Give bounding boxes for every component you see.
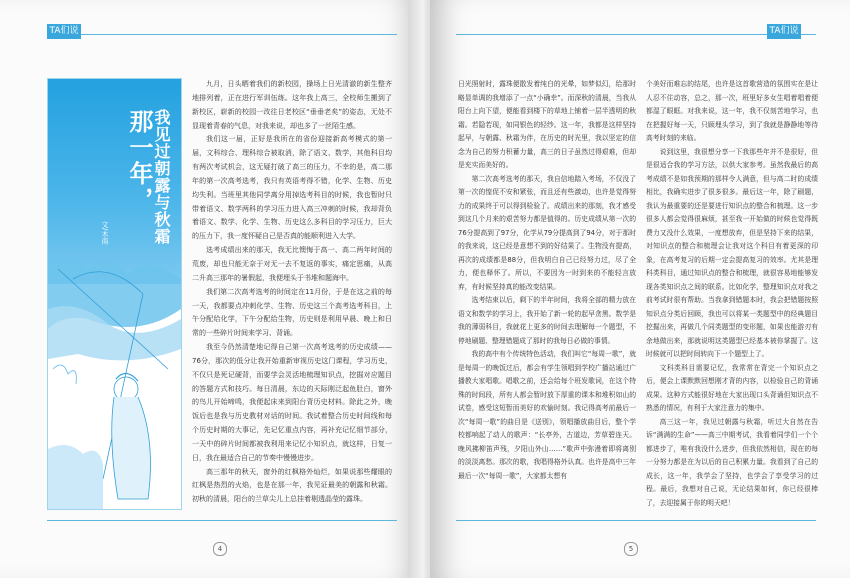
feature-author: 文/木南 [101,221,109,245]
feature-subtitle: 我见过朝露与秋霜 [152,109,171,245]
paragraph: 我至今仍然清楚地记得自己第一次高考选考的历史成绩——76分，那次的低分让我开始重新审视历史这门课程，学习历史，不仅只是死记硬背，而要学会灵活地梳理知识点，挖掘对应题目的答题方式和技巧。每日清晨，东边的天际刚泛起鱼肚白，窗外的鸟儿开始啼鸣，我便起床来到阳台背历史材料。除此之外，晚饭后也是我与历史教材对话的时间。我试着整合历史时间线和每个历史时期的大事记，先记忆重点内容，再补充记忆细节部分，一天中的碎片时间都被我利用来记忆小知识点，就这样，日复一日，我在最适合自己的节奏中慢慢进步。 [192,343,392,462]
left-page [0,0,420,578]
paragraph: 文科类科目需要记忆，我常常在背完一个知识点之后，便会上课默默回想刚才背的内容，以检验自己的背诵成果。这种方式能很好地在大家出现口头背诵但知识点不熟悉的情况，有利于大家注意力的集中。 [646,363,818,412]
footer-rule-right [456,520,816,521]
paragraph: 说到这里，我很想分享一下我那些年并不是很好，但是很适合我的学习方法，以供大家参考。虽然我最后的高考成绩不是如我预期的那样令人满意，但与高二时的成绩相比，我确实进步了很多很多。最后这一年，除了刷题，我认为最重要的还是要进行知识点的整合和梳理。这一步很多人都会觉得很麻烦，甚至我一开始做的时候也觉得既费力又没什么效果，一度想放弃，但是坚持下来的结果，对知识点的整合和梳理会让我对这个科目有着更深的印象，在高考复习的后期一定会提高复习的效率。尤其是理科类科目，通过知识点的整合和梳理，就很容易地能够发现各类知识点之间的联系。比如化学，整理知识点对我之前考试时很有帮助。当我拿到错题本时，我会把错题按照知识点分类后回顾，我也可以将某一类题型中的经典题目挖掘出来，再做几个同类题型的变形题，如果也能游刃有余地做出来，那就说明这类题型已经基本被你掌握了。这时候就可以把时间转向下一个题型上了。 [646,147,818,358]
right-page-column-2 [646,78,818,510]
header-rule-left [47,34,397,35]
feature-title: 那一年， [125,109,154,213]
section-tag-right: TA们说 [767,24,801,39]
paragraph: 我的高中有个传统特色活动，我们叫它“每周一歌”，就是每周一的晚饭过后，都会有学生领唱到学校广播站通过广播教大家唱歌。唱歌之前，还会给每个班发歌词，在这个特殊的时间段，所有人都会暂时放下厚重的课本和堆积如山的试卷，感受这短暂而美好的欢愉时刻。我记得高考前最后一次“每周一歌”的曲目是《送别》，领唱播放曲目后，整个学校都响起了动人的歌声：“长亭外，古道边，芳草碧连天。晚风拂柳笛声残，夕阳山外山……”歌声中弥漫着即将离别的淡淡离愁。那次的歌，我唱得格外认真。也许是高中三年最后一次“每周一歌”，大家都太想有 [458,350,636,480]
paragraph: 第二次高考选考的那天，我自信地踏入考场，不仅没了第一次的惶促不安和紧张，而且还有些激动，也许是觉得努力的成果终于可以得到检验了。成绩出来的那刻，我才感受到这几个月来的艰苦努力都是值得的。历史成绩从第一次的76分提高到了97分，化学从79分提高到了94分，对于那时的我来说，这已经是意想不到的好结果了。生物没有提高，再次的成绩都是88分，但我明白自己已经努力过，尽了全力，便也释怀了。所以，不要因为一时到来的不能轻言放弃，有时候坚持真的能改变结果。 [458,174,636,291]
page-number-right: 5 [624,542,638,556]
right-page-column-1 [458,78,636,483]
header-rule-right [456,34,816,35]
paragraph: 选考成绩出来的那天，我无比懊悔于高一、高二两年时间的荒废，却也只能无奈于对无一去不复返的事实，痛定思痛，从高二升高三那年的暑假起，我便埋头于书堆和题海中。 [192,246,392,282]
illustration-girl-umbrella-icon [48,249,181,509]
left-page-column [192,78,392,507]
feature-banner [47,78,182,510]
paragraph: 日光照射时，露珠便散发着纯白的光晕，如梦似幻，给那时略显单调的我增添了一点“小确幸”。而深秋的清晨，当我从阳台上向下望，便能看到楼下的草地上铺着一层半透明的秋霜。若隐若现，如同银色的轻纱。这一年，我都是这样坚持起早，与朝露、秋霜为伴，在历史的时光里，我以坚定的信念为自己的努力积蓄力量，高三的日子虽然过得艰难，但却是充实而美好的。 [458,80,636,169]
footer-rule-left [47,520,397,521]
paragraph: 我们第二次高考选考的时间定在11月份，于是在这之前的每一天，我都要点冲刺化学、生物、历史这三个高考选考科目，上午分配给化学，下午分配给生物，历史则是利用早晨、晚上和日常的一些碎片时间来学习、背诵。 [192,287,392,338]
section-tag-left: TA们说 [47,24,81,39]
paragraph: 高三那年的秋天，窗外的红枫格外灿烂，如果说那些耀眼的红枫是热烈的火焰，也是在那一年，我见证最美的朝露和秋霜。初秋的清晨，阳台的兰草尖儿上总挂着剔透晶莹的露珠。 [192,467,392,504]
paragraph: 我们这一届，正好是我所在的省份迎接新高考模式的第一届，文科综合、理科综合被取消，除了语文、数学，其他科目均有两次考试机会，这无疑打破了高三的压力，不幸的是，高二那年的第一次高考选考，我只有英语考得不错，化学、生物、历史均失利。当班里其他同学离分用掉选考科目的时候，我也暂时只带着语文、数学两科的学习压力进入高三冲刺的时候，我却背负着语文、数学、化学、生物、历史这么多科目的学习压力，巨大的压力下，我一度怀疑自己是否真的能顺利进入大学。 [192,135,392,241]
page-number-left: 4 [213,542,227,556]
paragraph: 高三这一年，我见过朝露与秋霜，听过大自然在告诉“满满的生命”——高三中期考试，我看着同学们一个个都进步了，唯有我没什么进步，但我依然相信，现在的每一分努力都是在为以后的自己积累力量。我看到了自己的成长，这一年，我学会了坚持，也学会了享受学习的过程。最后，我想对自己说，无论结果如何，你已经很棒了，去迎接属于你的明天吧！ [646,417,818,507]
paragraph: 个美好而难忘的结尾，也许是这首歌营造的氛围实在是让人忍不住动容，总之，那一次，班里好多女生唱着唱着便都湿了眼眶。对我来说，这一年，我不仅刻苦地学习，也在把握好每一天，只顾埋头学习，到了我就是静静地等待高考时刻的来临。 [646,80,818,142]
paragraph: 选考结束以后，剩下的半年时间，我将全部的精力放在语文和数学的学习上，我开始了新一轮的起早贪黑。数学是我的薄弱科目，我就花上更多的时间去理解每一个题型，不停地刷题、整理错题成了那时的我每日必做的事情。 [458,296,636,345]
paragraph: 九月，日头晒着我们的新校园，操场上日光清澈的新生整齐地排列着，正在进行军训伍练。这年我上高三，全校师生搬到了新校区，崭新的校园一改往日老校区“垂垂老矣”的姿态，无处不显现着青春的气息，对我来说，却也多了一丝陌生感。 [192,80,392,130]
right-page [430,0,850,578]
